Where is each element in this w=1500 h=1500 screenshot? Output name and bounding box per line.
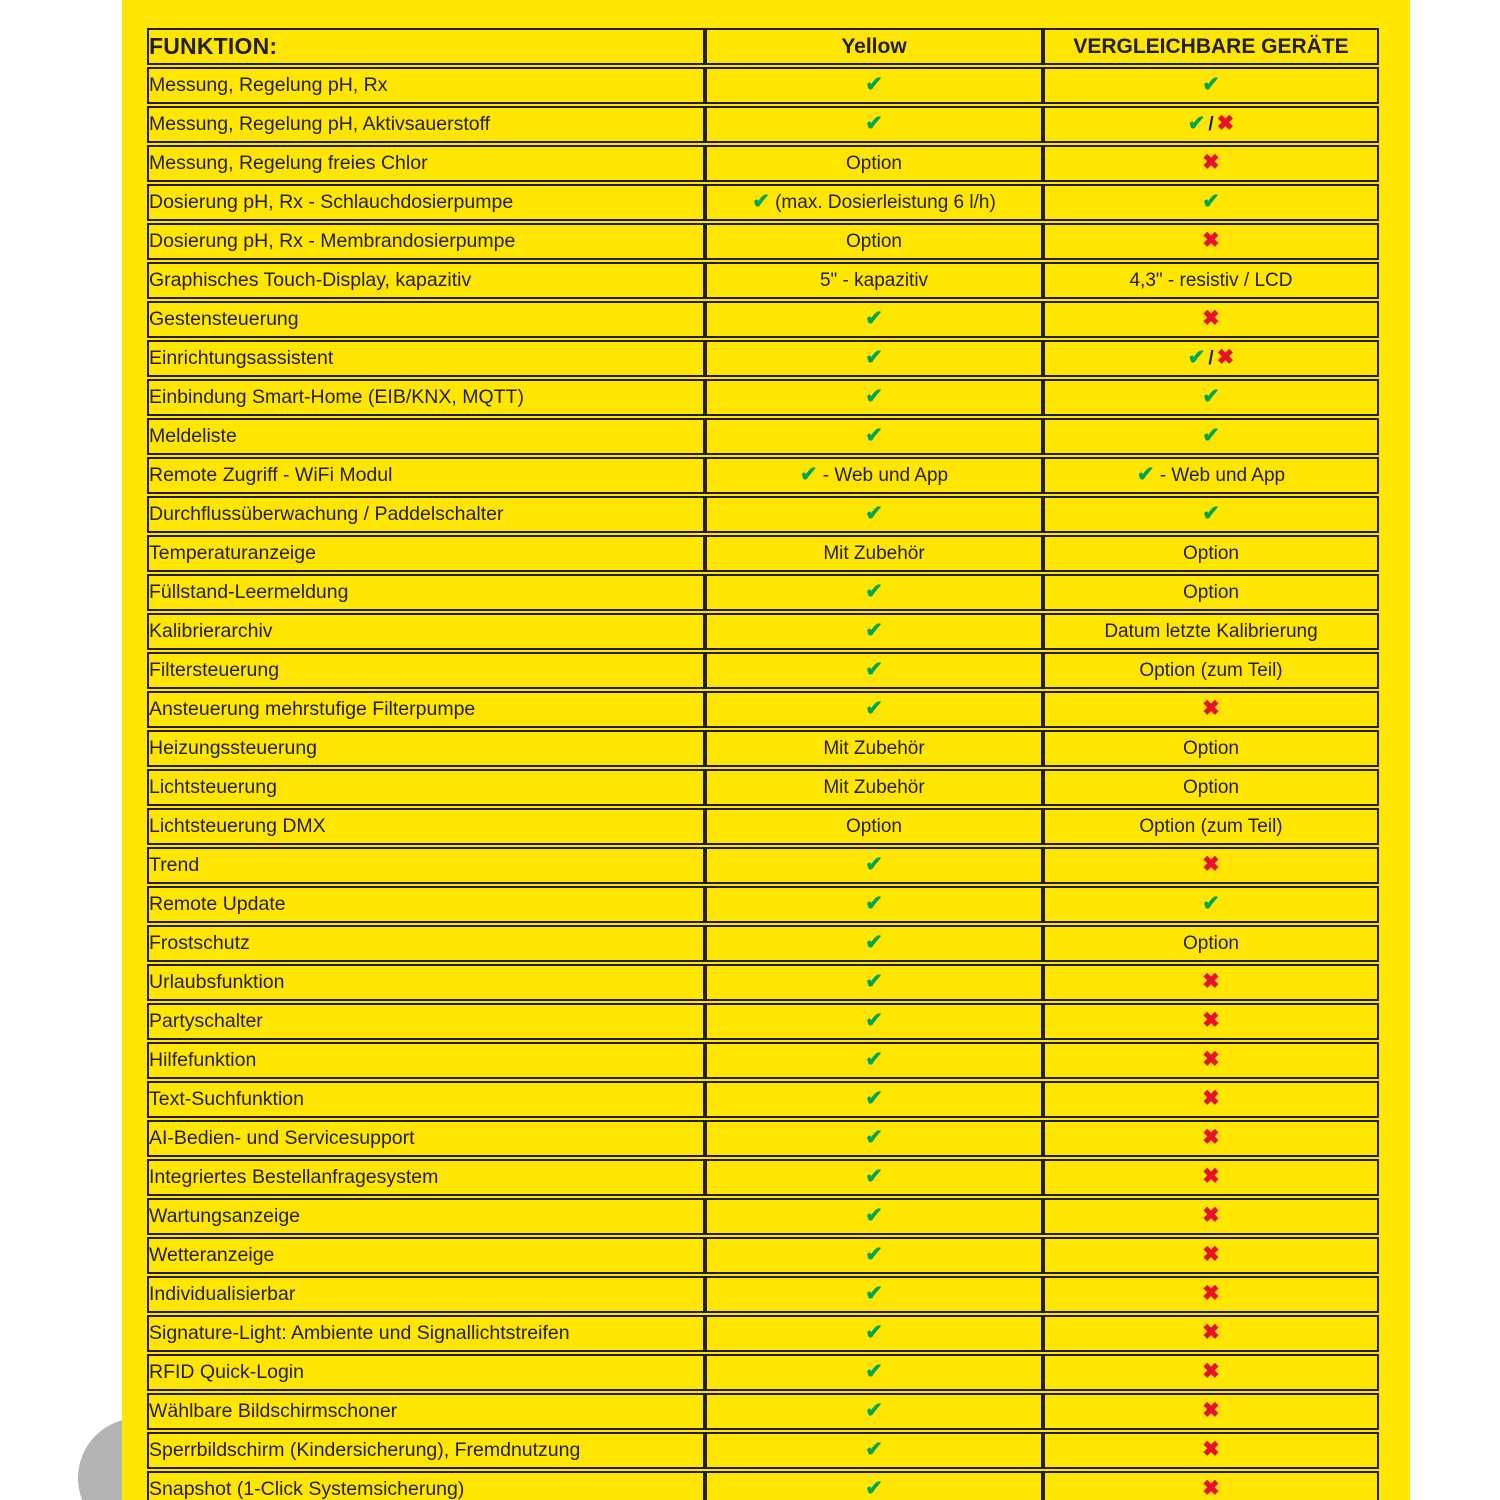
table-row: [147, 496, 1379, 533]
cell-function-label: Remote Zugriff - WiFi Modul: [147, 457, 705, 494]
cell-function-label: Lichtsteuerung: [147, 769, 705, 806]
table-row: [147, 106, 1379, 143]
check-icon: ✔: [1187, 346, 1206, 369]
cell-function-label: Durchflussüberwachung / Paddelschalter: [147, 496, 705, 533]
feature-comparison-table: [147, 26, 1379, 1500]
cell-note: (max. Dosierleistung 6 l/h): [769, 192, 996, 213]
table-row: [147, 691, 1379, 728]
table-row: [147, 1081, 1379, 1118]
cell-product: [705, 184, 1043, 221]
table-row: [147, 1198, 1379, 1235]
cell-product: [705, 691, 1043, 728]
cell-product: [705, 379, 1043, 416]
cell-function-label: Filtersteuerung: [147, 652, 705, 689]
table-row: [147, 379, 1379, 416]
cell-competitors: [1043, 106, 1379, 143]
check-icon: ✔: [865, 1438, 883, 1461]
cell-function-label: Lichtsteuerung DMX: [147, 808, 705, 845]
table-row: [147, 886, 1379, 923]
check-icon: ✔: [865, 1009, 883, 1032]
cell-product: [705, 886, 1043, 923]
table-row: [147, 925, 1379, 962]
cross-icon: ✖: [1202, 1165, 1220, 1188]
check-icon: ✔: [1187, 112, 1206, 135]
cell-text: Option: [846, 815, 902, 837]
cell-competitors: [1043, 1003, 1379, 1040]
cell-competitors: [1043, 925, 1379, 962]
table-row: [147, 1432, 1379, 1469]
check-icon: ✔: [865, 1399, 883, 1422]
cell-function-label: Heizungssteuerung: [147, 730, 705, 767]
cell-product: [705, 1393, 1043, 1430]
cell-function-label: Frostschutz: [147, 925, 705, 962]
cell-competitors: [1043, 847, 1379, 884]
cell-text: Option: [846, 152, 902, 174]
cell-product: [705, 769, 1043, 806]
cell-function-label: Urlaubsfunktion: [147, 964, 705, 1001]
table-row: [147, 340, 1379, 377]
cell-competitors: [1043, 574, 1379, 611]
cell-competitors: [1043, 535, 1379, 572]
cell-competitors: [1043, 730, 1379, 767]
cross-icon: ✖: [1216, 346, 1235, 369]
cell-product: [705, 262, 1043, 299]
cell-product: [705, 1042, 1043, 1079]
cell-function-label: Füllstand-Leermeldung: [147, 574, 705, 611]
table-row: [147, 418, 1379, 455]
cell-function-label: Meldeliste: [147, 418, 705, 455]
cell-competitors: [1043, 1042, 1379, 1079]
cell-competitors: [1043, 1393, 1379, 1430]
table-row: [147, 964, 1379, 1001]
table-row: [147, 1354, 1379, 1391]
cell-competitors: [1043, 457, 1379, 494]
cell-product: [705, 730, 1043, 767]
check-icon: ✔: [865, 697, 883, 720]
cell-text: Option (zum Teil): [1139, 815, 1283, 837]
table-row: [147, 730, 1379, 767]
cell-function-label: Wartungsanzeige: [147, 1198, 705, 1235]
cross-icon: ✖: [1202, 853, 1220, 876]
check-icon: ✔: [865, 307, 883, 330]
table-row: [147, 223, 1379, 260]
cell-product: [705, 574, 1043, 611]
cell-function-label: Ansteuerung mehrstufige Filterpumpe: [147, 691, 705, 728]
table-row: [147, 1276, 1379, 1313]
cell-competitors: [1043, 1471, 1379, 1500]
cross-icon: ✖: [1202, 151, 1220, 174]
cell-product: [705, 1081, 1043, 1118]
cell-function-label: Snapshot (1-Click Systemsicherung): [147, 1471, 705, 1500]
cross-icon: ✖: [1202, 229, 1220, 252]
cell-product: [705, 847, 1043, 884]
cell-competitors: [1043, 340, 1379, 377]
cell-competitors: [1043, 1432, 1379, 1469]
cell-text: Datum letzte Kalibrierung: [1104, 620, 1318, 642]
cell-product: [705, 964, 1043, 1001]
cross-icon: ✖: [1202, 1009, 1220, 1032]
cell-competitors: [1043, 1315, 1379, 1352]
cell-function-label: Kalibrierarchiv: [147, 613, 705, 650]
cell-function-label: Individualisierbar: [147, 1276, 705, 1313]
check-icon: ✔: [1202, 385, 1220, 408]
cell-note: - Web und App: [1154, 465, 1286, 486]
check-icon: ✔: [865, 1087, 883, 1110]
check-icon: ✔: [865, 658, 883, 681]
cross-icon: ✖: [1202, 1438, 1220, 1461]
cross-icon: ✖: [1202, 1204, 1220, 1227]
check-icon: ✔: [1202, 424, 1220, 447]
cell-function-label: Remote Update: [147, 886, 705, 923]
check-icon: ✔: [865, 73, 883, 96]
cell-product: [705, 808, 1043, 845]
cell-function-label: Text-Suchfunktion: [147, 1081, 705, 1118]
cell-function-label: Hilfefunktion: [147, 1042, 705, 1079]
cell-text: Option: [1183, 737, 1239, 759]
cell-competitors: [1043, 184, 1379, 221]
check-icon: ✔: [752, 190, 770, 213]
cell-product: [705, 1471, 1043, 1500]
table-row: [147, 67, 1379, 104]
table-row: [147, 1159, 1379, 1196]
cell-competitors: [1043, 652, 1379, 689]
cell-product: [705, 223, 1043, 260]
check-icon: ✔: [865, 1165, 883, 1188]
cross-icon: ✖: [1202, 970, 1220, 993]
cross-icon: ✖: [1202, 1282, 1220, 1305]
cell-text: Option: [846, 230, 902, 252]
cell-note: - Web und App: [817, 465, 949, 486]
cell-function-label: Dosierung pH, Rx - Schlauchdosierpumpe: [147, 184, 705, 221]
cell-competitors: [1043, 67, 1379, 104]
check-icon: ✔: [865, 424, 883, 447]
check-icon: ✔: [865, 853, 883, 876]
cell-competitors: [1043, 691, 1379, 728]
cell-text: Mit Zubehör: [823, 776, 925, 798]
cell-text: Option: [1183, 932, 1239, 954]
cell-competitors: [1043, 1081, 1379, 1118]
cell-text: Mit Zubehör: [823, 542, 925, 564]
table-row: [147, 574, 1379, 611]
cell-function-label: RFID Quick-Login: [147, 1354, 705, 1391]
cell-product: [705, 1003, 1043, 1040]
cell-function-label: Signature-Light: Ambiente und Signallichtstreifen: [147, 1315, 705, 1352]
table-body: [147, 67, 1379, 1500]
cell-function-label: Dosierung pH, Rx - Membrandosierpumpe: [147, 223, 705, 260]
cell-text: Option: [1183, 776, 1239, 798]
check-icon: ✔: [865, 502, 883, 525]
cross-icon: ✖: [1202, 1243, 1220, 1266]
check-icon: ✔: [1202, 892, 1220, 915]
check-icon: ✔: [865, 580, 883, 603]
cell-competitors: [1043, 496, 1379, 533]
cell-function-label: Messung, Regelung freies Chlor: [147, 145, 705, 182]
cell-competitors: [1043, 418, 1379, 455]
header-row: [147, 28, 1379, 65]
cell-product: [705, 1120, 1043, 1157]
cell-competitors: [1043, 964, 1379, 1001]
table-row: [147, 769, 1379, 806]
check-icon: ✔: [865, 1243, 883, 1266]
check-icon: ✔: [865, 970, 883, 993]
cross-icon: ✖: [1202, 1477, 1220, 1500]
table-row: [147, 457, 1379, 494]
cell-competitors: [1043, 1354, 1379, 1391]
cell-function-label: Wählbare Bildschirmschoner: [147, 1393, 705, 1430]
cell-competitors: [1043, 262, 1379, 299]
check-icon: ✔: [1202, 73, 1220, 96]
table-header: [147, 28, 1379, 65]
cell-competitors: [1043, 1159, 1379, 1196]
cell-product: [705, 145, 1043, 182]
cell-product: [705, 925, 1043, 962]
cell-function-label: Graphisches Touch-Display, kapazitiv: [147, 262, 705, 299]
cross-icon: ✖: [1202, 1321, 1220, 1344]
table-row: [147, 145, 1379, 182]
cell-competitors: [1043, 223, 1379, 260]
cell-function-label: Integriertes Bestellanfragesystem: [147, 1159, 705, 1196]
cell-function-label: Temperaturanzeige: [147, 535, 705, 572]
cell-product: [705, 652, 1043, 689]
cell-product: [705, 301, 1043, 338]
cross-icon: ✖: [1202, 1360, 1220, 1383]
cell-text: Option: [1183, 581, 1239, 603]
cell-competitors: [1043, 808, 1379, 845]
check-icon: ✔: [865, 112, 883, 135]
table-row: [147, 1042, 1379, 1079]
check-icon: ✔: [865, 1282, 883, 1305]
check-icon: ✔: [865, 1360, 883, 1383]
cell-function-label: Messung, Regelung pH, Rx: [147, 67, 705, 104]
cell-competitors: [1043, 1198, 1379, 1235]
cell-competitors: [1043, 379, 1379, 416]
check-icon: ✔: [865, 931, 883, 954]
table-row: [147, 652, 1379, 689]
cross-icon: ✖: [1202, 1087, 1220, 1110]
table-row: [147, 301, 1379, 338]
cell-competitors: [1043, 301, 1379, 338]
check-icon: ✔: [865, 619, 883, 642]
cell-competitors: [1043, 1237, 1379, 1274]
header-competitors: VERGLEICHBARE GERÄTE: [1043, 28, 1379, 65]
cross-icon: ✖: [1202, 307, 1220, 330]
table-row: [147, 1315, 1379, 1352]
cell-product: [705, 1276, 1043, 1313]
cell-text: Mit Zubehör: [823, 737, 925, 759]
header-function: FUNKTION:: [147, 28, 705, 65]
check-icon: ✔: [865, 385, 883, 408]
table-row: [147, 613, 1379, 650]
table-row: [147, 1471, 1379, 1500]
cell-product: [705, 457, 1043, 494]
check-icon: ✔: [865, 1321, 883, 1344]
cell-competitors: [1043, 613, 1379, 650]
check-icon: ✔: [865, 1204, 883, 1227]
cell-product: [705, 1354, 1043, 1391]
cell-function-label: Wetteranzeige: [147, 1237, 705, 1274]
table-row: [147, 1237, 1379, 1274]
table-row: [147, 262, 1379, 299]
cell-product: [705, 340, 1043, 377]
check-icon: ✔: [865, 1477, 883, 1500]
cell-competitors: [1043, 145, 1379, 182]
cell-function-label: Sperrbildschirm (Kindersicherung), Fremdnutzung: [147, 1432, 705, 1469]
cell-function-label: Einrichtungsassistent: [147, 340, 705, 377]
cell-product: [705, 1237, 1043, 1274]
table-row: [147, 1003, 1379, 1040]
cross-icon: ✖: [1216, 112, 1235, 135]
check-icon: ✔: [799, 463, 818, 486]
cell-product: [705, 106, 1043, 143]
cell-function-label: Einbindung Smart-Home (EIB/KNX, MQTT): [147, 379, 705, 416]
table-row: [147, 184, 1379, 221]
check-icon: ✔: [865, 1126, 883, 1149]
cell-product: [705, 613, 1043, 650]
cell-product: [705, 535, 1043, 572]
cell-competitors: [1043, 769, 1379, 806]
check-icon: ✔: [865, 1048, 883, 1071]
cell-function-label: Messung, Regelung pH, Aktivsauerstoff: [147, 106, 705, 143]
separator-slash: /: [1208, 114, 1214, 135]
cell-competitors: [1043, 886, 1379, 923]
table-row: [147, 1120, 1379, 1157]
cross-icon: ✖: [1202, 1126, 1220, 1149]
separator-slash: /: [1208, 348, 1214, 369]
header-product: Yellow: [705, 28, 1043, 65]
cross-icon: ✖: [1202, 1048, 1220, 1071]
cross-icon: ✖: [1202, 1399, 1220, 1422]
check-icon: ✔: [1136, 463, 1155, 486]
cell-function-label: Gestensteuerung: [147, 301, 705, 338]
check-icon: ✔: [1202, 502, 1220, 525]
cell-text: 5" - kapazitiv: [819, 269, 929, 291]
table-row: [147, 535, 1379, 572]
check-icon: ✔: [865, 346, 883, 369]
cell-function-label: Partyschalter: [147, 1003, 705, 1040]
comparison-table-container: [147, 26, 1379, 1500]
cell-product: [705, 1315, 1043, 1352]
cell-product: [705, 1198, 1043, 1235]
cell-function-label: Trend: [147, 847, 705, 884]
cell-product: [705, 67, 1043, 104]
cell-function-label: AI-Bedien- und Servicesupport: [147, 1120, 705, 1157]
cell-product: [705, 418, 1043, 455]
table-row: [147, 847, 1379, 884]
cell-text: 4,3" - resistiv / LCD: [1129, 269, 1293, 291]
check-icon: ✔: [865, 892, 883, 915]
cell-product: [705, 1432, 1043, 1469]
cell-competitors: [1043, 1120, 1379, 1157]
cell-competitors: [1043, 1276, 1379, 1313]
table-row: [147, 808, 1379, 845]
cross-icon: ✖: [1202, 697, 1220, 720]
cell-product: [705, 496, 1043, 533]
check-icon: ✔: [1202, 190, 1220, 213]
cell-text: Option (zum Teil): [1139, 659, 1283, 681]
cell-text: Option: [1183, 542, 1239, 564]
cell-product: [705, 1159, 1043, 1196]
table-row: [147, 1393, 1379, 1430]
